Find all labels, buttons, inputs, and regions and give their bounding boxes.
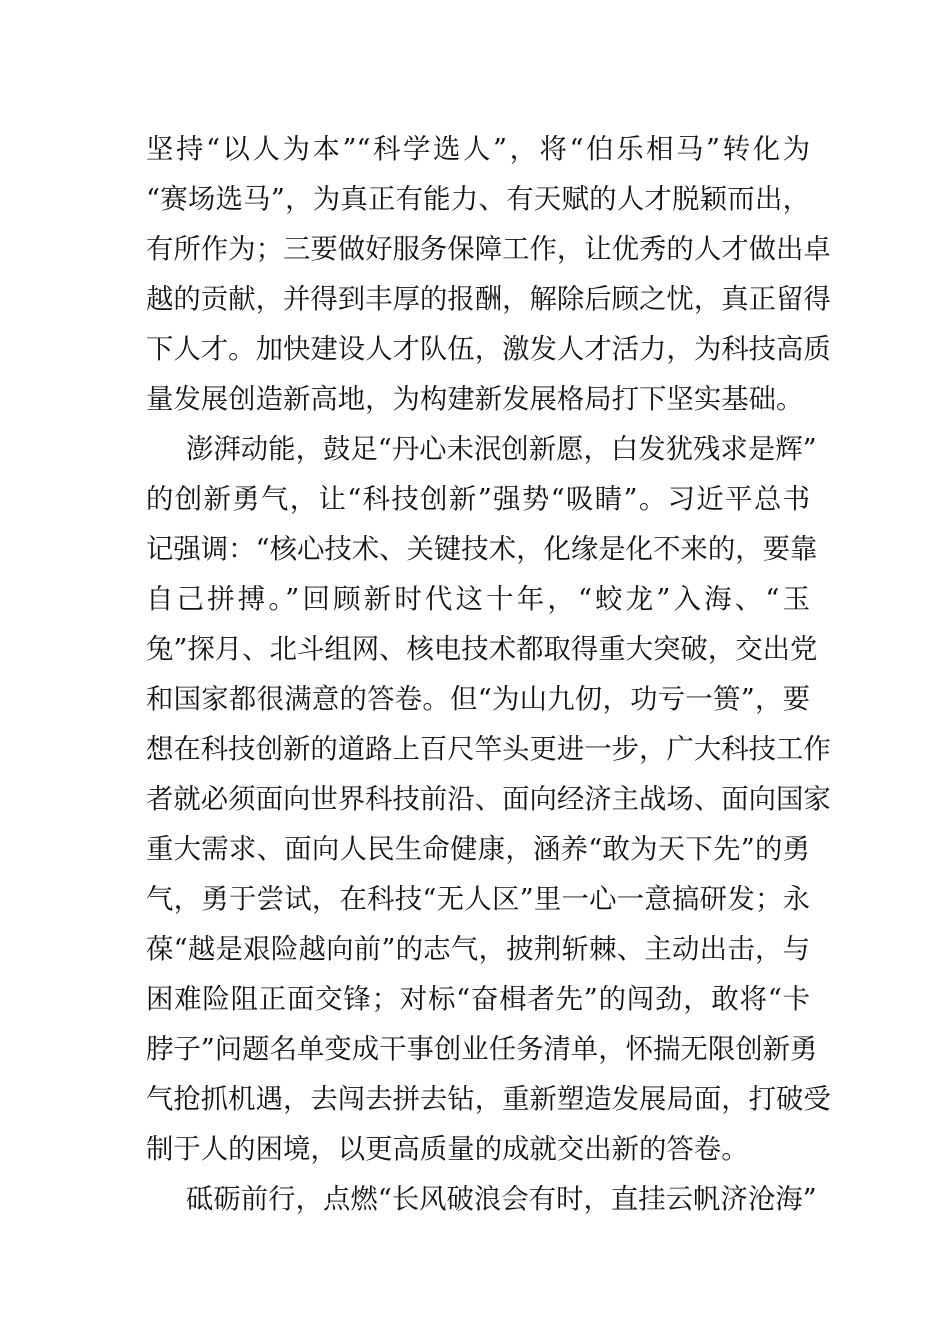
text-line: 坚持“以人为本”“科学选人”，将“伯乐相马”转化为: [146, 134, 810, 165]
text-line: 制于人的困境，以更高质量的成就交出新的答卷。: [146, 1134, 749, 1165]
text-line: 砥砺前行，点燃“长风破浪会有时，直挂云帆济沧海”: [186, 1184, 817, 1215]
text-line: 记强调：“核心技术、关键技术，化缘是化不来的，要靠: [146, 534, 818, 565]
text-line: 葆“越是艰险越向前”的志气，披荆斩棘、主动出击，与: [146, 934, 810, 965]
text-line: 者就必须面向世界科技前沿、面向经济主战场、面向国家: [146, 784, 831, 815]
text-line: 气，勇于尝试，在科技“无人区”里一心一意搞研发；永: [146, 884, 810, 915]
text-line: 兔”探月、北斗组网、核电技术都取得重大突破，交出党: [146, 634, 818, 665]
text-line: 想在科技创新的道路上百尺竿头更进一步，广大科技工作: [146, 734, 831, 765]
text-line: “赛场选马”，为真正有能力、有天赋的人才脱颖而出，: [146, 184, 810, 215]
text-line: 重大需求、面向人民生命健康，涵养“敢为天下先”的勇: [146, 834, 810, 865]
text-line: 澎湃动能，鼓足“丹心未泯创新愿，白发犹残求是辉”: [186, 434, 817, 465]
text-line: 和国家都很满意的答卷。但“为山九仞，功亏一篑”，要: [146, 684, 810, 715]
text-line: 气抢抓机遇，去闯去拼去钻，重新塑造发展局面，打破受: [146, 1084, 831, 1115]
text-line: 困难险阻正面交锋；对标“奋楫者先”的闯劲，敢将“卡: [146, 984, 810, 1015]
text-line: 量发展创造新高地，为构建新发展格局打下坚实基础。: [146, 384, 804, 415]
text-line: 脖子”问题名单变成干事创业任务清单，怀揣无限创新勇: [146, 1034, 818, 1065]
text-line: 的创新勇气，让“科技创新”强势“吸睛”。习近平总书: [146, 484, 810, 515]
text-line: 自己拼搏。”回顾新时代这十年，“蛟龙”入海、“玉: [146, 584, 810, 615]
text-line: 越的贡献，并得到丰厚的报酬，解除后顾之忧，真正留得: [146, 284, 831, 315]
text-line: 有所作为；三要做好服务保障工作，让优秀的人才做出卓: [146, 234, 831, 265]
text-line: 下人才。加快建设人才队伍，激发人才活力，为科技高质: [146, 334, 831, 365]
